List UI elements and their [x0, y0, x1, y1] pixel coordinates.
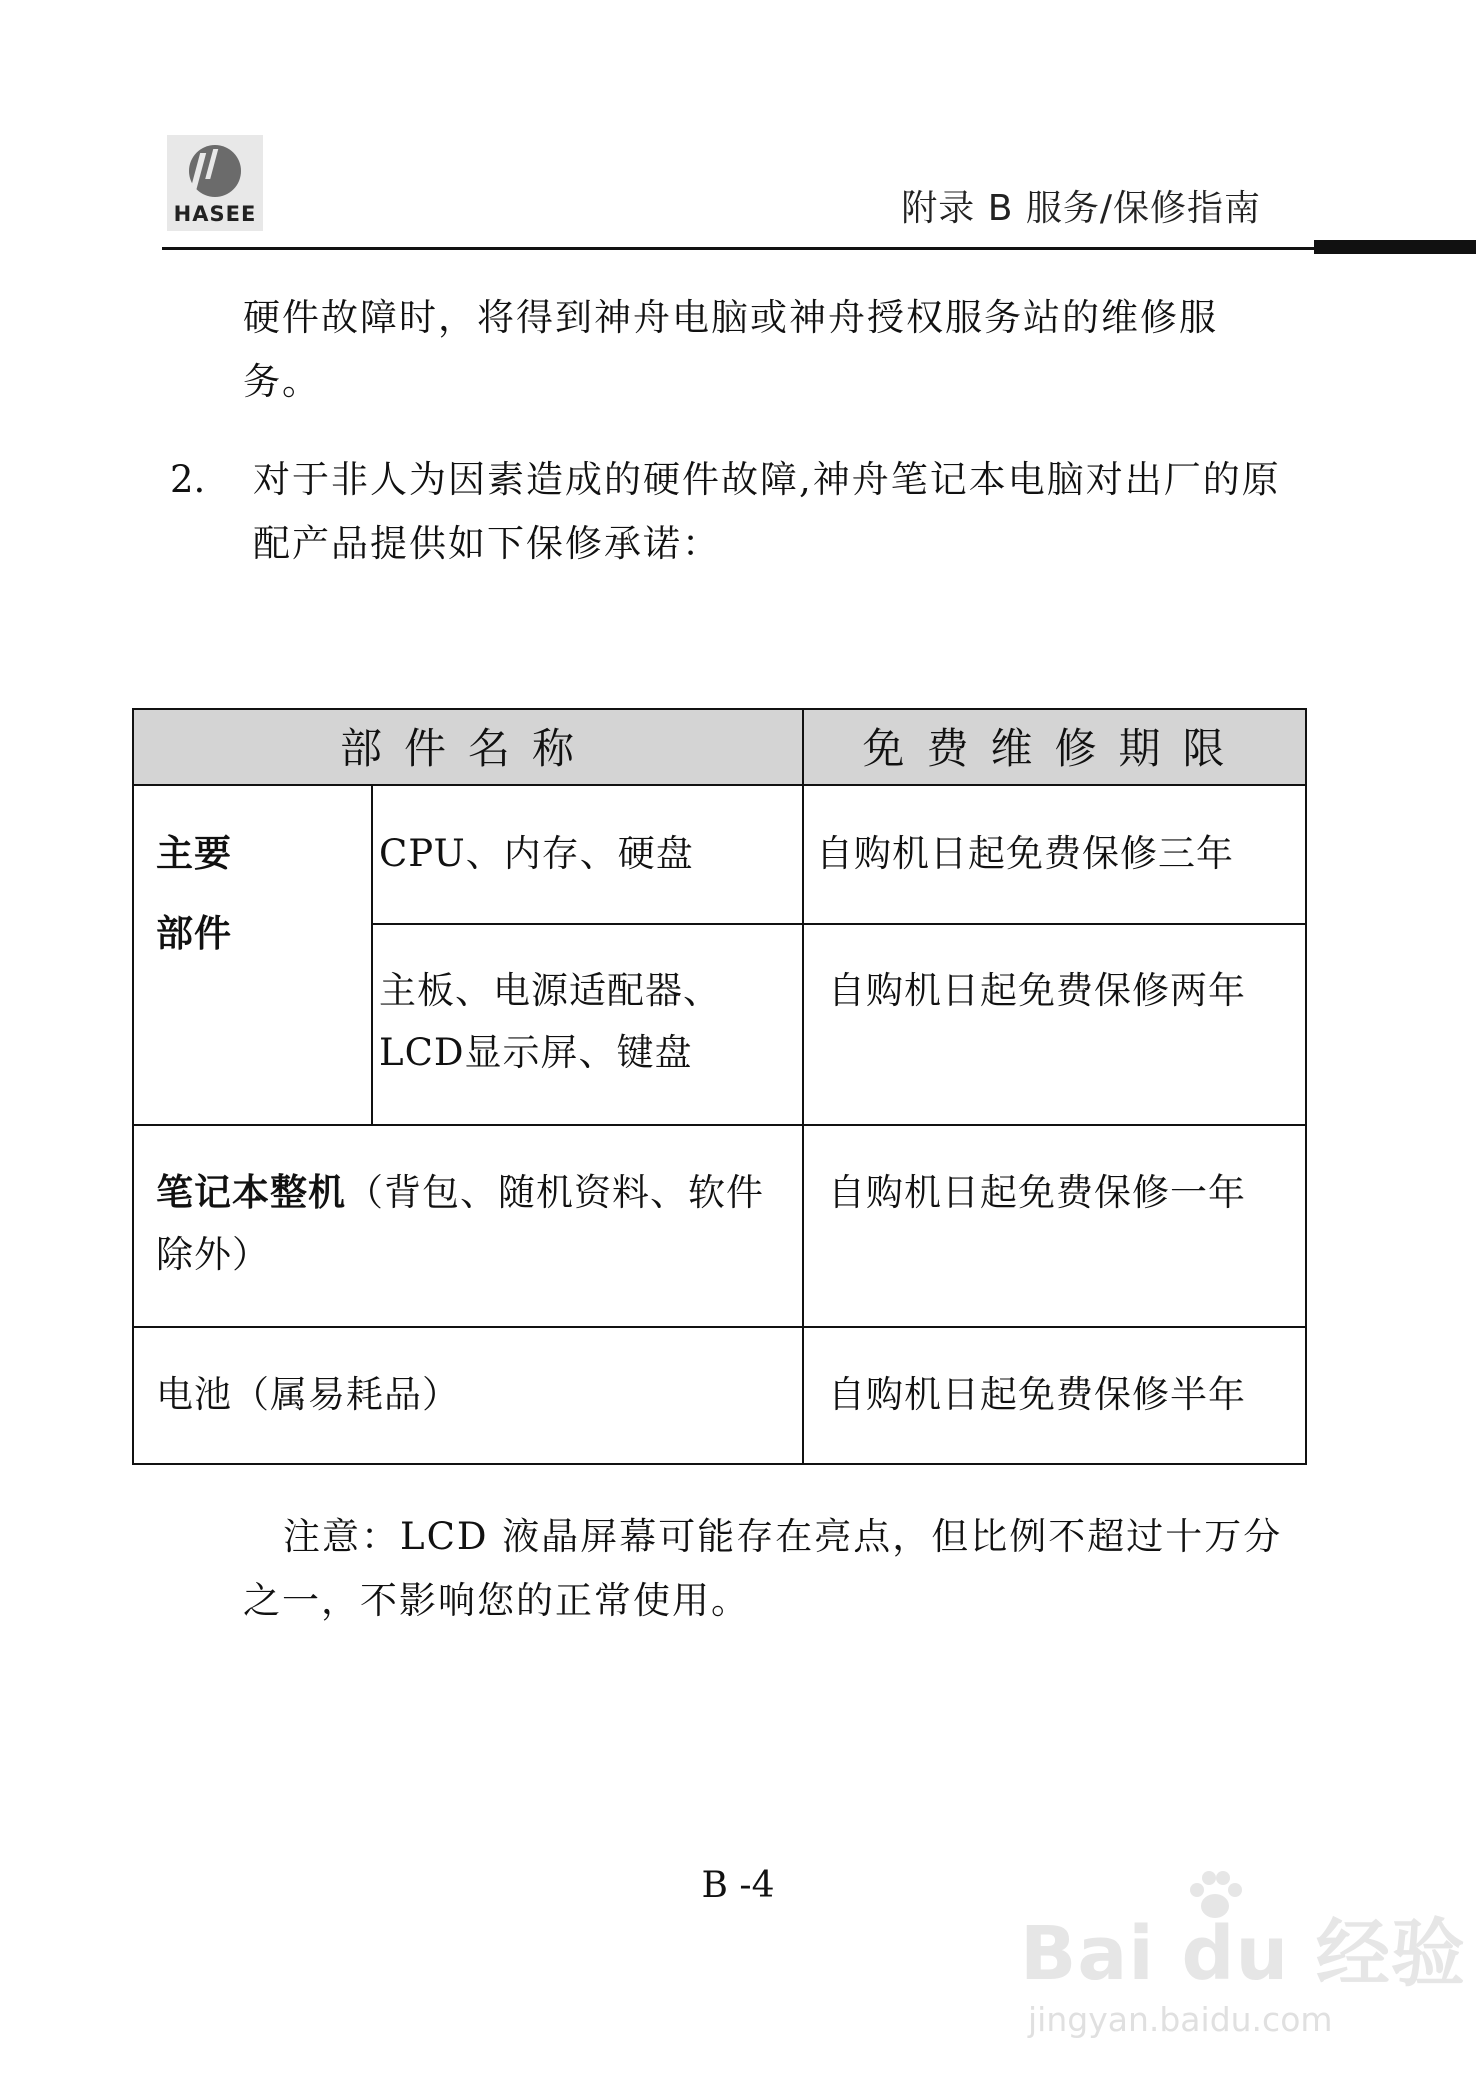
- group-label-line1: 主要: [156, 832, 232, 875]
- table-cell-period: 自购机日起免费保修一年: [828, 1171, 1246, 1214]
- table-cell-part: 电池（属易耗品）: [156, 1373, 460, 1416]
- paragraph-repair-service: 硬件故障时，将得到神舟电脑或神舟授权服务站的维修服务。: [243, 296, 1218, 403]
- header-part-name: 部件名称: [339, 724, 596, 773]
- brand-wordmark: HASEE: [173, 202, 257, 226]
- table-cell-part-bold: 笔记本整机: [156, 1171, 346, 1214]
- table-cell-part-note: （背包、随机资料、软件除外）: [156, 1171, 764, 1276]
- table-cell-part: CPU、内存、硬盘: [379, 832, 694, 875]
- header-tab-bar: [1314, 240, 1476, 254]
- page-number: B -4: [701, 1865, 775, 1906]
- watermark-main: Bai du 经验: [1020, 1911, 1466, 1997]
- group-label-line2: 部件: [156, 912, 232, 955]
- table-rule: [134, 1326, 1305, 1328]
- table-cell-period: 自购机日起免费保修三年: [816, 832, 1234, 875]
- watermark-sub: jingyan.baidu.com: [1028, 2000, 1333, 2039]
- header-free-repair-period: 免费维修期限: [862, 724, 1247, 773]
- table-cell-part: 主板、电源适配器、LCD显示屏、键盘: [379, 969, 721, 1074]
- header-divider: [162, 247, 1314, 250]
- table-rule: [802, 710, 804, 1463]
- table-cell-period: 自购机日起免费保修半年: [828, 1373, 1246, 1416]
- table-cell-part: [156, 1162, 796, 1286]
- paragraph-warranty-intro: 对于非人为因素造成的硬件故障,神舟笔记本电脑对出厂的原配产品提供如下保修承诺：: [253, 458, 1281, 565]
- warranty-table: [132, 708, 1307, 1465]
- table-rule: [134, 784, 1305, 786]
- lcd-note: 注意：LCD 液晶屏幕可能存在亮点，但比例不超过十万分之一，不影响您的正常使用。: [243, 1515, 1283, 1622]
- table-rule: [134, 1124, 1305, 1126]
- table-rule: [371, 784, 373, 1124]
- list-number: 2.: [170, 458, 206, 501]
- section-title: 附录 B 服务/保修指南: [901, 188, 1261, 229]
- table-rule: [371, 923, 1307, 925]
- table-cell-period: 自购机日起免费保修两年: [828, 969, 1246, 1012]
